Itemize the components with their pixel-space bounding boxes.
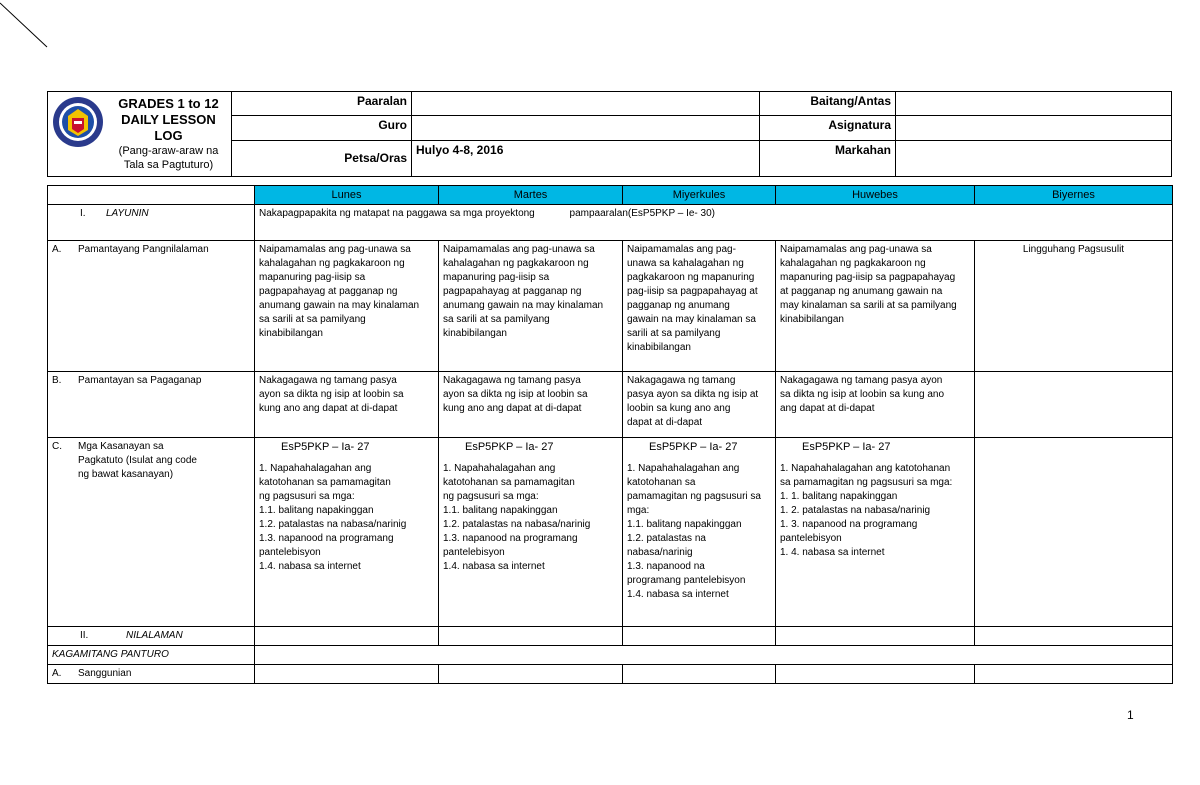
cell-text-line: Naipamamalas ang pag- — [627, 244, 736, 255]
sanggunian-martes[interactable] — [439, 665, 623, 684]
cell-text-line: anumang gawain na may kinalaman — [259, 300, 420, 311]
row-c-biyernes[interactable] — [975, 438, 1173, 627]
nilalaman-label-cell — [48, 627, 255, 646]
row-a-huwebes[interactable] — [776, 241, 975, 372]
cell-text-line: mga: — [627, 505, 650, 516]
cell-text-line: ng pagsusuri sa mga: — [259, 491, 355, 502]
row-c-miyerkules[interactable] — [623, 438, 776, 627]
row-b-huwebes[interactable] — [776, 372, 975, 438]
cell-text-line: kinabibilangan — [627, 342, 691, 353]
cell-text-line: sa sarili at sa pamilyang — [259, 314, 366, 325]
row-c-lunes[interactable] — [255, 438, 439, 627]
cell-text-line: 1. 4. nabasa sa internet — [780, 547, 885, 558]
kagamitan-content[interactable] — [255, 646, 1173, 665]
cell-text-line: pagkakaroon ng mapanuring — [627, 272, 755, 283]
row-c-label-line: Mga Kasanayan sa — [78, 441, 164, 452]
cell-text-line: 1.1. balitang napakinggan — [627, 519, 742, 530]
row-b-letter: B. — [52, 375, 62, 386]
cell-text-line: 1.3. napanood na programang — [443, 533, 578, 544]
cell-text-line: ayon sa dikta ng isip at loobin sa — [443, 389, 588, 400]
row-c-label-line: ng bawat kasanayan) — [78, 469, 174, 480]
cell-text-line: mapanuring pag-iisip sa — [443, 272, 550, 283]
row-a-label: Pamantayang Pangnilalaman — [78, 244, 209, 255]
sanggunian-biyernes[interactable] — [975, 665, 1173, 684]
cell-text-line: 1.4. nabasa sa internet — [259, 561, 361, 572]
nilalaman-number: II. — [80, 630, 89, 641]
nilalaman-miyerkules[interactable] — [623, 627, 776, 646]
cell-text-line: sarili at sa pamilyang — [627, 328, 721, 339]
cell-text-line: gawain na may kinalaman sa — [627, 314, 756, 325]
cell-text-line: kahalagahan ng pagkakaroon ng — [443, 258, 589, 269]
cell-text-line: kung ano ang dapat at di-dapat — [443, 403, 582, 414]
cell-text-line: katotohanan sa pamamagitan — [259, 477, 391, 488]
cell-text-line: Naipamamalas ang pag-unawa sa — [780, 244, 932, 255]
petsa-field[interactable]: Hulyo 4-8, 2016 — [412, 140, 760, 176]
cell-text-line: programang pantelebisyon — [627, 575, 746, 586]
cell-text-line: sa sarili at sa pamilyang — [443, 314, 550, 325]
sanggunian-letter: A. — [52, 668, 62, 679]
row-a-biyernes[interactable]: Lingguhang Pagsusulit — [975, 241, 1173, 372]
cell-text-line: pagganap ng anumang — [627, 300, 730, 311]
cell-text-line: 1. 3. napanood na programang — [780, 519, 918, 530]
sanggunian-huwebes[interactable] — [776, 665, 975, 684]
competency-code: EsP5PKP – Ia- 27 — [281, 441, 370, 453]
page-number: 1 — [1127, 708, 1134, 722]
cell-text-line: 1.4. nabasa sa internet — [443, 561, 545, 572]
layunin-label-cell — [48, 205, 255, 241]
cell-text-line: mapanuring pag-iisip sa — [259, 272, 366, 283]
corner-cell — [48, 186, 255, 205]
cell-text-line: sa pamamagitan ng pagsusuri sa mga: — [780, 477, 953, 488]
day-header-martes: Martes — [439, 186, 623, 205]
row-c-label-line: Pagkatuto (Isulat ang code — [78, 455, 197, 466]
grades-label: GRADES 1 to 12 — [118, 96, 219, 111]
markahan-label: Markahan — [760, 140, 896, 176]
cell-text-line: 1. 1. balitang napakinggan — [780, 491, 898, 502]
header-table — [47, 91, 1172, 177]
cell-text-line: ang dapat at di-dapat — [780, 403, 875, 414]
baitang-label: Baitang/Antas — [760, 92, 896, 116]
cell-text-line: Nakagagawa ng tamang pasya — [259, 375, 397, 386]
day-header-lunes: Lunes — [255, 186, 439, 205]
cell-text-line: 1. 2. patalastas na nabasa/narinig — [780, 505, 931, 516]
deped-seal-icon — [52, 96, 104, 148]
row-c-label-cell — [48, 438, 255, 627]
cell-text-line: 1. Napahahalagahan ang — [259, 463, 372, 474]
cell-text-line: 1.2. patalastas na nabasa/narinig — [443, 519, 591, 530]
cell-text-line: Nakagagawa ng tamang — [627, 375, 736, 386]
row-c-huwebes[interactable] — [776, 438, 975, 627]
daily-lesson-log-title: DAILY LESSON LOG — [121, 112, 216, 143]
layunin-number: I. — [80, 208, 86, 219]
layunin-label: LAYUNIN — [106, 208, 149, 219]
kagamitan-label-cell — [48, 646, 255, 665]
sanggunian-label: Sanggunian — [78, 668, 132, 679]
cell-text-line: 1.1. balitang napakinggan — [259, 505, 374, 516]
row-c-martes[interactable] — [439, 438, 623, 627]
competency-code: EsP5PKP – Ia- 27 — [802, 441, 891, 453]
nilalaman-label: NILALAMAN — [126, 630, 183, 641]
nilalaman-martes[interactable] — [439, 627, 623, 646]
cell-text-line: may kinalaman sa sarili at sa pamilyang — [780, 300, 957, 311]
cell-text-line: kinabibilangan — [259, 328, 323, 339]
cell-text-line: pamamagitan ng pagsusuri sa — [627, 491, 761, 502]
petsa-label: Petsa/Oras — [232, 140, 412, 176]
nilalaman-huwebes[interactable] — [776, 627, 975, 646]
layunin-text-end: pampaaralan(EsP5PKP – Ie- 30) — [569, 208, 715, 219]
cell-text-line: kahalagahan ng pagkakaroon ng — [259, 258, 405, 269]
cell-text-line: Naipamamalas ang pag-unawa sa — [443, 244, 595, 255]
guro-field[interactable] — [412, 116, 760, 140]
cell-text-line: 1.4. nabasa sa internet — [627, 589, 729, 600]
cell-text-line: pasya ayon sa dikta ng isip at — [627, 389, 759, 400]
row-a-miyerkules[interactable] — [623, 241, 776, 372]
cell-text-line: kinabibilangan — [780, 314, 844, 325]
cell-text-line: 1.1. balitang napakinggan — [443, 505, 558, 516]
cell-text-line: nabasa/narinig — [627, 547, 693, 558]
sanggunian-label-cell — [48, 665, 255, 684]
day-header-miyerkules: Miyerkules — [623, 186, 776, 205]
row-a-label-cell — [48, 241, 255, 372]
row-a-martes[interactable] — [439, 241, 623, 372]
title-subtitle-2: Tala sa Pagtuturo) — [123, 159, 214, 171]
cell-text-line: 1.2. patalastas na — [627, 533, 706, 544]
cell-text-line: unawa sa kahalagahan ng — [627, 258, 744, 269]
row-a-lunes[interactable] — [255, 241, 439, 372]
day-header-biyernes: Biyernes — [975, 186, 1173, 205]
row-c-letter: C. — [52, 441, 62, 452]
cell-text-line: kung ano ang dapat at di-dapat — [259, 403, 398, 414]
cell-text-line: Nakagagawa ng tamang pasya — [443, 375, 581, 386]
cell-text-line: pag-iisip sa pagpapahayag at — [627, 286, 758, 297]
row-b-label-cell — [48, 372, 255, 438]
kagamitan-label: KAGAMITANG PANTURO — [52, 649, 169, 660]
row-a-letter: A. — [52, 244, 62, 255]
cell-text-line: pantelebisyon — [259, 547, 321, 558]
day-header-huwebes: Huwebes — [776, 186, 975, 205]
layunin-text: Nakapagpapakita ng matapat na paggawa sa mga proyektong — [259, 208, 535, 219]
paaralan-field[interactable] — [412, 92, 760, 116]
asignatura-field[interactable] — [896, 116, 1172, 140]
cell-text-line: anumang gawain na may kinalaman — [443, 300, 604, 311]
cell-text-line: pagpapahayag at pagganap ng — [443, 286, 582, 297]
sanggunian-miyerkules[interactable] — [623, 665, 776, 684]
cell-text-line: mapanuring pag-iisip sa pagpapahayag — [780, 272, 956, 283]
row-b-martes[interactable] — [439, 372, 623, 438]
header-title-cell — [48, 92, 232, 177]
layunin-text-cell[interactable] — [255, 205, 1173, 241]
asignatura-label: Asignatura — [760, 116, 896, 140]
baitang-field[interactable] — [896, 92, 1172, 116]
cell-text-line: 1.2. patalastas na nabasa/narinig — [259, 519, 407, 530]
cell-text-line: katotohanan sa — [627, 477, 696, 488]
cell-text-line: 1.3. napanood na programang — [259, 533, 394, 544]
cell-text-line: Nakagagawa ng tamang pasya ayon — [780, 375, 943, 386]
nilalaman-lunes[interactable] — [255, 627, 439, 646]
lesson-log-table — [47, 185, 1173, 684]
cell-text-line: 1.3. napanood na — [627, 561, 705, 572]
cell-text-line: katotohanan sa pamamagitan — [443, 477, 575, 488]
cell-text-line: ayon sa dikta ng isip at loobin sa — [259, 389, 404, 400]
cell-text-line: pantelebisyon — [780, 533, 842, 544]
markahan-field[interactable] — [896, 140, 1172, 176]
row-b-label: Pamantayan sa Pagaganap — [78, 375, 202, 386]
cell-text-line: dapat at di-dapat — [627, 417, 703, 428]
sanggunian-lunes[interactable] — [255, 665, 439, 684]
cell-text-line: Naipamamalas ang pag-unawa sa — [259, 244, 411, 255]
guro-label: Guro — [232, 116, 412, 140]
competency-code: EsP5PKP – Ia- 27 — [465, 441, 554, 453]
cell-text-line: sa dikta ng isip at loobin sa kung ano — [780, 389, 944, 400]
cell-text-line: 1. Napahahalagahan ang — [627, 463, 740, 474]
cell-text-line: at pagganap ng anumang gawain na — [780, 286, 943, 297]
cell-text-line: 1. Napahahalagahan ang — [443, 463, 556, 474]
title-subtitle-1: (Pang-araw-araw na — [118, 145, 219, 157]
nilalaman-biyernes[interactable] — [975, 627, 1173, 646]
cell-text-line: ng pagsusuri sa mga: — [443, 491, 539, 502]
row-b-biyernes[interactable] — [975, 372, 1173, 438]
cell-text-line: 1. Napahahalagahan ang katotohanan — [780, 463, 951, 474]
row-b-lunes[interactable] — [255, 372, 439, 438]
corner-fold-line — [0, 0, 50, 50]
cell-text-line: pantelebisyon — [443, 547, 505, 558]
competency-code: EsP5PKP – Ia- 27 — [649, 441, 738, 453]
cell-text-line: kinabibilangan — [443, 328, 507, 339]
cell-text-line: pagpapahayag at pagganap ng — [259, 286, 398, 297]
paaralan-label: Paaralan — [232, 92, 412, 116]
cell-text-line: kahalagahan ng pagkakaroon ng — [780, 258, 926, 269]
row-b-miyerkules[interactable] — [623, 372, 776, 438]
cell-text-line: loobin sa kung ano ang — [627, 403, 731, 414]
